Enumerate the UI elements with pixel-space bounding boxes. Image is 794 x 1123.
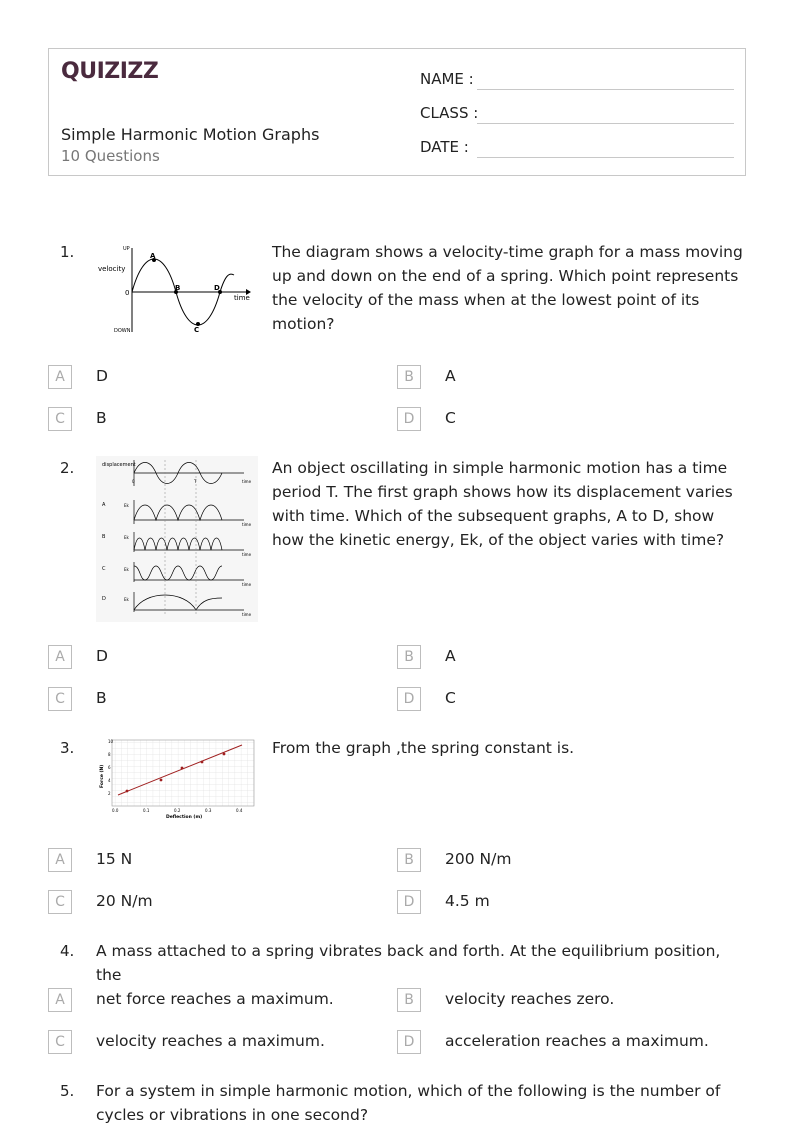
option-letter: D xyxy=(397,1030,421,1054)
y-axis-label: velocity xyxy=(98,265,126,273)
name-label: NAME : xyxy=(420,70,474,88)
x-axis-label: Deflection (m) xyxy=(166,815,203,820)
question-text: From the graph ,the spring constant is. xyxy=(272,739,575,757)
option-text: B xyxy=(96,689,107,707)
answer-option[interactable] xyxy=(48,365,348,389)
data-point xyxy=(126,790,129,793)
option-text: A xyxy=(445,647,456,665)
question-text: A mass attached to a spring vibrates back and forth. At the equilibrium position, the xyxy=(96,942,721,984)
origin-label: 0 xyxy=(132,479,135,484)
option-text: D xyxy=(96,367,108,385)
option-letter: A xyxy=(48,988,72,1012)
option-text: acceleration reaches a maximum. xyxy=(445,1032,709,1050)
class-label: CLASS : xyxy=(420,104,479,122)
answer-option[interactable] xyxy=(397,890,697,914)
class-line[interactable] xyxy=(477,123,734,124)
date-field[interactable] xyxy=(420,134,734,160)
answer-option[interactable] xyxy=(397,687,697,711)
name-field[interactable] xyxy=(420,66,734,92)
worksheet-title: Simple Harmonic Motion Graphs xyxy=(61,125,320,144)
answer-option[interactable] xyxy=(48,645,348,669)
option-text: 15 N xyxy=(96,850,133,868)
force-deflection-graph xyxy=(96,736,258,820)
option-letter: B xyxy=(397,645,421,669)
option-letter: A xyxy=(48,848,72,872)
worksheet-header xyxy=(48,48,746,176)
question-number: 5. xyxy=(60,1082,75,1100)
y-tick: 2 xyxy=(108,791,111,796)
option-letter: C xyxy=(48,1030,72,1054)
time-label: time xyxy=(242,522,252,527)
ek-label: Ek xyxy=(124,567,129,572)
option-letter: C xyxy=(48,687,72,711)
option-letter: D xyxy=(397,890,421,914)
answer-option[interactable] xyxy=(397,848,697,872)
row-label-a: A xyxy=(102,502,106,508)
option-letter: D xyxy=(397,407,421,431)
question-text: An object oscillating in simple harmonic motion has a time period T. The first graph shows how its displacement varies with time. Which of the subsequent graphs, A to D, show how the kinetic energy, Ek, of the object varies with time? xyxy=(272,459,733,549)
row-label-c: C xyxy=(102,566,106,572)
class-field[interactable] xyxy=(420,100,734,126)
y-tick: 6 xyxy=(108,765,111,770)
question-number: 3. xyxy=(60,739,75,757)
option-text: velocity reaches a maximum. xyxy=(96,1032,325,1050)
answer-option[interactable] xyxy=(48,848,348,872)
x-tick: 0.0 xyxy=(112,808,119,813)
plot-grid xyxy=(112,740,254,806)
option-letter: C xyxy=(48,407,72,431)
up-label: UP xyxy=(123,246,130,252)
answer-option[interactable] xyxy=(48,890,348,914)
answer-option[interactable] xyxy=(48,687,348,711)
ek-label: Ek xyxy=(124,503,129,508)
data-point xyxy=(223,753,226,756)
time-label: time xyxy=(242,552,252,557)
time-label: time xyxy=(242,582,252,587)
question-number: 2. xyxy=(60,459,75,477)
label-a: A xyxy=(150,252,156,260)
option-text: D xyxy=(96,647,108,665)
option-letter: B xyxy=(397,848,421,872)
quizizz-logo: QUIZIZZ xyxy=(61,59,159,84)
question-text: For a system in simple harmonic motion, which of the following is the number of cycles or vibrations in one second? xyxy=(96,1082,721,1123)
data-point xyxy=(160,779,163,782)
name-line[interactable] xyxy=(477,89,734,90)
down-label: DOWN xyxy=(114,328,131,334)
x-axis-label: time xyxy=(234,294,250,302)
option-text: 200 N/m xyxy=(445,850,512,868)
y-tick: 4 xyxy=(108,778,111,783)
option-text: C xyxy=(445,689,456,707)
answer-option[interactable] xyxy=(397,407,697,431)
ek-label: Ek xyxy=(124,597,129,602)
answer-option[interactable] xyxy=(48,407,348,431)
y-tick: 10 xyxy=(108,739,114,744)
shm-energy-graphs xyxy=(96,456,258,622)
answer-option[interactable] xyxy=(48,1030,348,1054)
option-letter: B xyxy=(397,365,421,389)
option-text: A xyxy=(445,367,456,385)
x-tick: 0.1 xyxy=(143,808,150,813)
answer-option[interactable] xyxy=(48,988,348,1012)
y-axis-label: Force (N) xyxy=(100,764,105,788)
row-label-d: D xyxy=(102,596,106,602)
ek-label: Ek xyxy=(124,535,129,540)
option-letter: A xyxy=(48,365,72,389)
displacement-label: displacement xyxy=(102,462,136,468)
velocity-time-graph xyxy=(96,240,256,340)
option-text: 4.5 m xyxy=(445,892,490,910)
answer-option[interactable] xyxy=(397,1030,709,1054)
data-point xyxy=(181,767,184,770)
label-b: B xyxy=(175,284,181,292)
option-text: velocity reaches zero. xyxy=(445,990,615,1008)
option-letter: B xyxy=(397,988,421,1012)
x-tick: 0.4 xyxy=(236,808,243,813)
question-number: 4. xyxy=(60,942,75,960)
answer-option[interactable] xyxy=(397,988,697,1012)
question-text: The diagram shows a velocity-time graph for a mass moving up and down on the end of a spring. Which point represents the velocity of the mass when at the lowest point of its motion? xyxy=(272,243,743,333)
option-text: net force reaches a maximum. xyxy=(96,990,334,1008)
option-letter: A xyxy=(48,645,72,669)
question-number: 1. xyxy=(60,243,75,261)
time-label: time xyxy=(242,612,252,617)
origin-label: 0 xyxy=(125,289,130,297)
date-line[interactable] xyxy=(477,157,734,158)
figure-background xyxy=(96,456,258,622)
x-tick: 0.2 xyxy=(174,808,181,813)
period-label: T xyxy=(194,479,197,484)
answer-option[interactable] xyxy=(397,645,697,669)
question-count: 10 Questions xyxy=(61,147,160,165)
y-tick: 8 xyxy=(108,752,111,757)
option-letter: D xyxy=(397,687,421,711)
answer-option[interactable] xyxy=(397,365,697,389)
label-d: D xyxy=(214,284,220,292)
time-label: time xyxy=(242,479,252,484)
option-text: C xyxy=(445,409,456,427)
row-label-b: B xyxy=(102,534,106,540)
data-point xyxy=(201,761,204,764)
option-letter: C xyxy=(48,890,72,914)
option-text: 20 N/m xyxy=(96,892,153,910)
date-label: DATE : xyxy=(420,138,469,156)
option-text: B xyxy=(96,409,107,427)
x-tick: 0.3 xyxy=(205,808,212,813)
label-c: C xyxy=(194,326,200,334)
